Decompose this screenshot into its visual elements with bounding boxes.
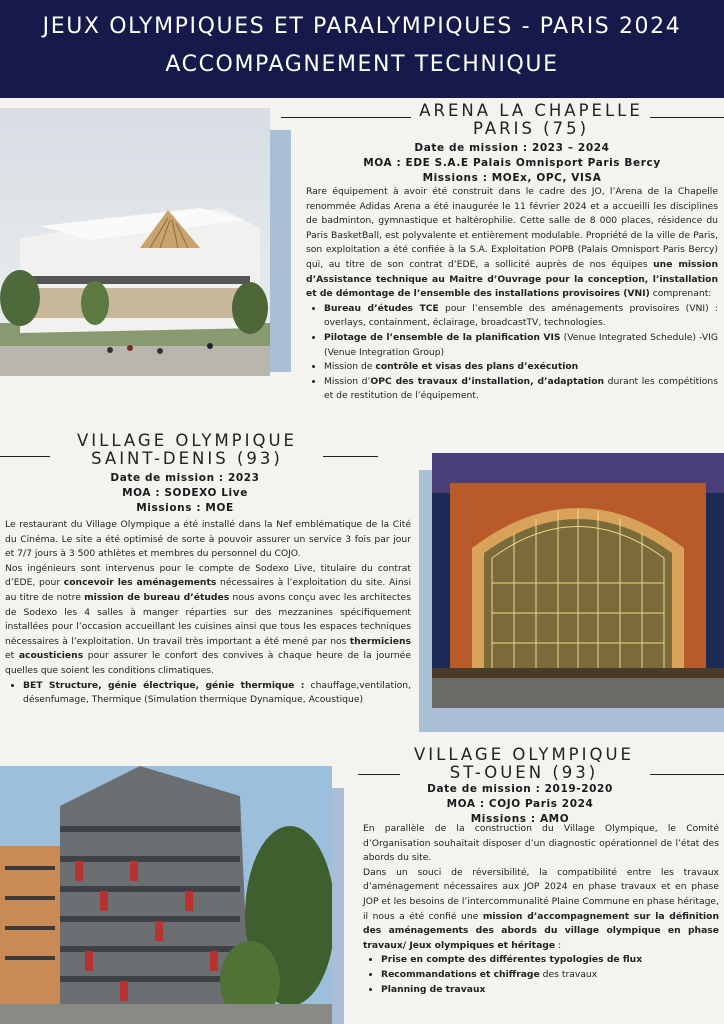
arena-mission-list [306, 302, 718, 404]
village-so-moa: MOA : COJO Paris 2024 [446, 798, 594, 810]
village-sd-mission-info [40, 471, 330, 516]
village-so-description: En parallèle de la construction du Village Olympique, le Comité d’Organisation souhaitait disposer d’un diagnostic opérationnel de l’état des abords du site. Dans un souci de réversibilité, la compatibilité entre les travaux d’aménagement nécessaires aux JOP 2024 en phase travaux et en phase JOP et les besoins de l’intercommunalité Plaine Commune en phase héritage, il nous a été confié une mission d’accompagnement sur la définition des aménagements des abords du village olympique en phase travaux/ Jeux olympiques et héritage : • Prise en compte des différentes typologies de flux • Recommandations et chiffrage des travaux • Planning de travaux [363, 822, 719, 997]
header-subtitle: ACCOMPAGNEMENT TECHNIQUE [165, 52, 559, 77]
arena-title: ARENA LA CHAPELLE PARIS (75) [419, 101, 643, 138]
village-so-photo [0, 766, 332, 1024]
village-sd-moa: MOA : SODEXO Live [122, 487, 248, 499]
page-header [0, 0, 724, 98]
village-sd-rule-right [323, 456, 378, 457]
village-sd-date: Date de mission : 2023 [110, 472, 260, 484]
village-so-rule-left [358, 774, 400, 775]
village-sd-title: VILLAGE OLYMPIQUE SAINT-DENIS (93) [77, 431, 297, 468]
village-sd-photo [432, 453, 724, 708]
arena-moa: MOA : EDE S.A.E Palais Omnisport Paris Bercy [363, 157, 661, 169]
list-item: • Bureau d’études TCE pour l’ensemble des aménagements provisoires (VNI) : overlays, containment, éclairage, broadcastTV, technologies. [324, 302, 718, 331]
arena-rule-left [281, 117, 411, 118]
village-sd-mission-list [5, 679, 411, 708]
village-sd-missions: Missions : MOE [136, 502, 234, 514]
village-sd-rule-left [0, 456, 50, 457]
list-item: • Prise en compte des différentes typologies de flux [381, 953, 719, 968]
village-so-title: VILLAGE OLYMPIQUE ST-OUEN (93) [414, 745, 634, 782]
arena-date: Date de mission : 2023 – 2024 [414, 142, 610, 154]
list-item: • BET Structure, génie électrique, génie thermique : chauffage,ventilation, désenfumage, Thermique (Simulation thermique Dynamique, Acoustique) [23, 679, 411, 708]
arena-missions: Missions : MOEx, OPC, VISA [422, 172, 602, 184]
header-title: JEUX OLYMPIQUES ET PARALYMPIQUES - PARIS 2024 [42, 14, 682, 39]
list-item: • Mission de contrôle et visas des plans d’exécution [324, 360, 718, 375]
list-item: • Mission d’OPC des travaux d’installation, d’adaptation durant les compétitions et de restitution de l’équipement. [324, 375, 718, 404]
village-so-missions: Missions : AMO [470, 813, 570, 825]
village-so-date: Date de mission : 2019-2020 [427, 783, 613, 795]
village-so-mission-info [400, 782, 640, 827]
list-item: • Pilotage de l’ensemble de la planification VIS (Venue Integrated Schedule) -VIG (Venue Integration Group) [324, 331, 718, 360]
village-sd-description: Le restaurant du Village Olympique a été installé dans la Nef emblématique de la Cité du Cinéma. Le site a été optimisé de sorte à pouvoir assurer un service 3 fois par jour et 7/7 jours à 3 500 athlètes et membres du personnel du COJO. Nos ingénieurs sont intervenus pour le compte de Sodexo Live, titulaire du contrat d’EDE, pour concevoir les aménagements nécessaires à l’exploitation du site. Ainsi au titre de notre mission de bureau d’études nous avons conçu avec les architectes de Sodexo les 4 salles à manger réparties sur des mezzanines spécifiquement installées pour l’occasion accueillant les cuisines ainsi que tous les espaces techniques nécessaires à l’exploitation. Un travail très important a été mené par nos thermiciens et acousticiens pour assurer le confort des convives à chaque heure de la journée quelles que soient les conditions climatiques. • BET Structure, génie électrique, génie thermique : chauffage,ventilation, désenfumage, Thermique (Simulation thermique Dynamique, Acoustique) [5, 518, 411, 708]
list-item: • Recommandations et chiffrage des travaux [381, 968, 719, 983]
arena-mission-info [300, 141, 724, 186]
village-so-rule-right [650, 774, 724, 775]
arena-description: Rare équipement à avoir été construit dans le cadre des JO, l’Arena de la Chapelle renommée Adidas Arena a été inaugurée le 11 février 2024 et a accueilli les disciplines de badminton, gymnastique et haltérophilie. Cette salle de 8 000 places, résidence du Paris BasketBall, est polyvalente et entièrement modulable. Propriété de la ville de Paris, son exploitation a été confiée à la S.A. Exploitation POPB (Palais Omnisport Paris Bercy) qui, au titre de son contrat d’EDE, a sollicité auprès de nos équipes une mission d’Assistance technique au Maitre d’Ouvrage pour la conception, l’installation et de démontage de l’ensemble des installations provisoires (VNI) comprenant: • Bureau d’études TCE pour l’ensemble des aménagements provisoires (VNI) : overlays, containment, éclairage, broadcastTV, technologies. • Pilotage de l’ensemble de la planification VIS (Venue Integrated Schedule) -VIG (Venue Integration Group) • Mission de contrôle et visas des plans d’exécution • Mission d’OPC des travaux d’installation, d’adaptation durant les compétitions et de restitution de l’équipement. [306, 185, 718, 404]
village-so-mission-list [363, 953, 719, 997]
arena-photo [0, 108, 270, 376]
list-item: • Planning de travaux [381, 983, 719, 998]
